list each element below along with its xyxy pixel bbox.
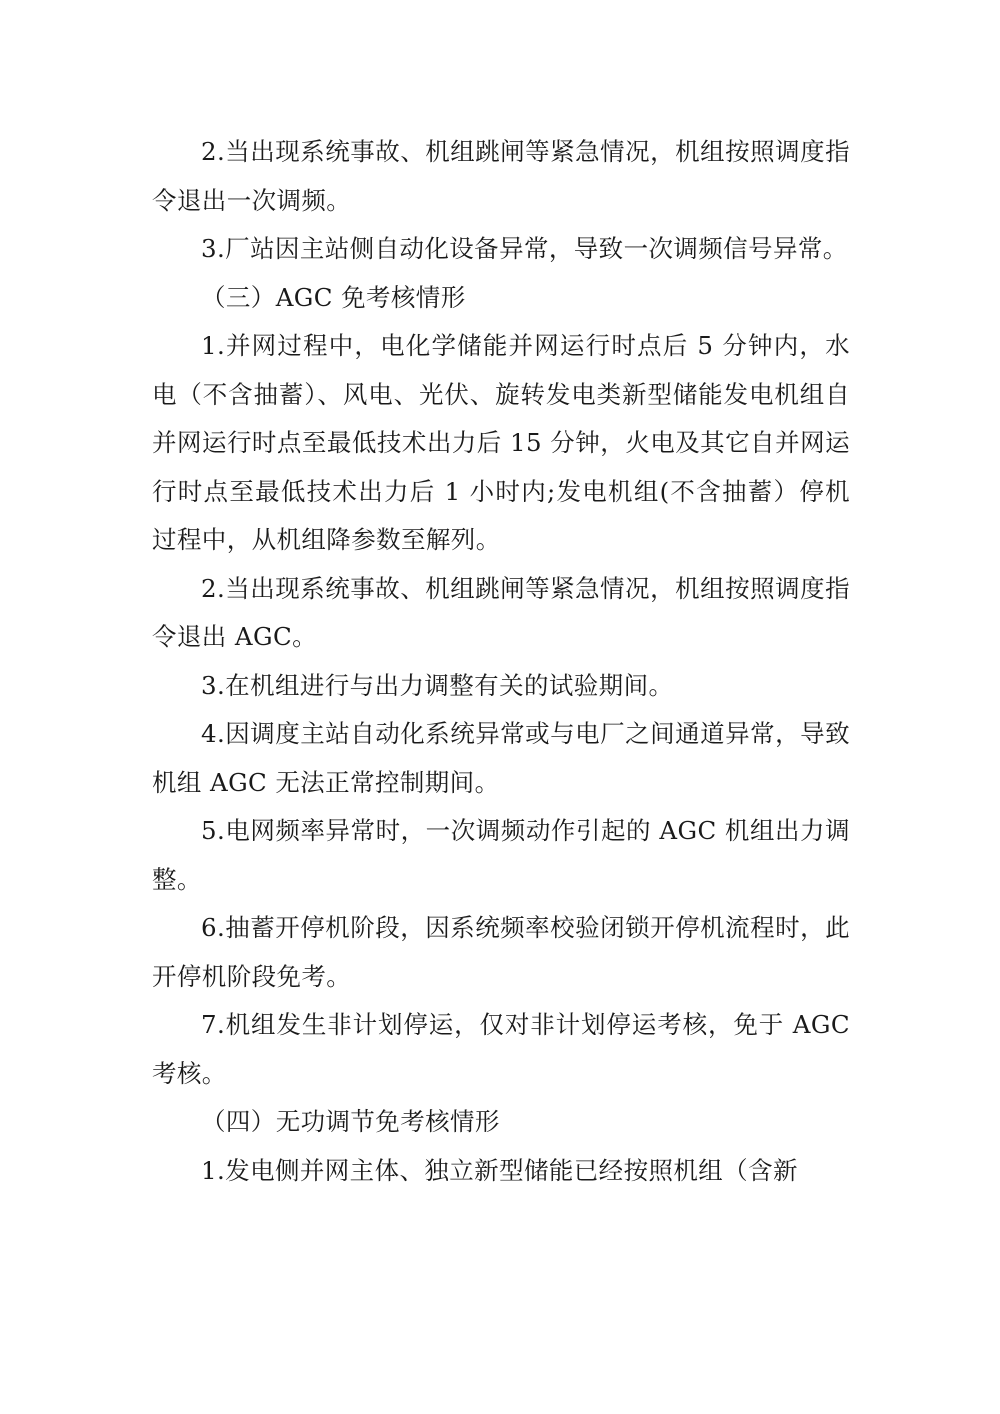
paragraph-item: 5.电网频率异常时，一次调频动作引起的 AGC 机组出力调整。: [152, 816, 850, 894]
paragraph-item: 2.当出现系统事故、机组跳闸等紧急情况，机组按照调度指令退出一次调频。: [152, 137, 850, 215]
paragraph-item: 7.机组发生非计划停运，仅对非计划停运考核，免于 AGC 考核。: [152, 1010, 850, 1088]
paragraph-item: 1.并网过程中，电化学储能并网运行时点后 5 分钟内，水电（不含抽蓄）、风电、光伏、旋转发电类新型储能发电机组自并网运行时点至最低技术出力后 15 分钟，火电及其它自并网运行时点至最低技术出力后 1 小时内;发电机组(不含抽蓄）停机过程中，从机组降参数至解列。: [152, 331, 850, 554]
paragraph-item: 3.厂站因主站侧自动化设备异常，导致一次调频信号异常。: [201, 234, 848, 263]
paragraph-item: 3.在机组进行与出力调整有关的试验期间。: [201, 670, 674, 700]
paragraph-item: 4.因调度主站自动化系统异常或与电厂之间通道异常，导致机组 AGC 无法正常控制期间。: [152, 719, 850, 797]
document-body: [152, 128, 850, 1195]
paragraph-item: 1.发电侧并网主体、独立新型储能已经按照机组（含新: [201, 1155, 798, 1185]
paragraph-item: 2.当出现系统事故、机组跳闸等紧急情况，机组按照调度指令退出 AGC。: [152, 573, 850, 651]
section-heading: （四）无功调节免考核情形: [201, 1107, 500, 1136]
paragraph-item: 6.抽蓄开停机阶段，因系统频率校验闭锁开停机流程时，此开停机阶段免考。: [152, 913, 850, 991]
section-heading: （三）AGC 免考核情形: [201, 282, 466, 312]
